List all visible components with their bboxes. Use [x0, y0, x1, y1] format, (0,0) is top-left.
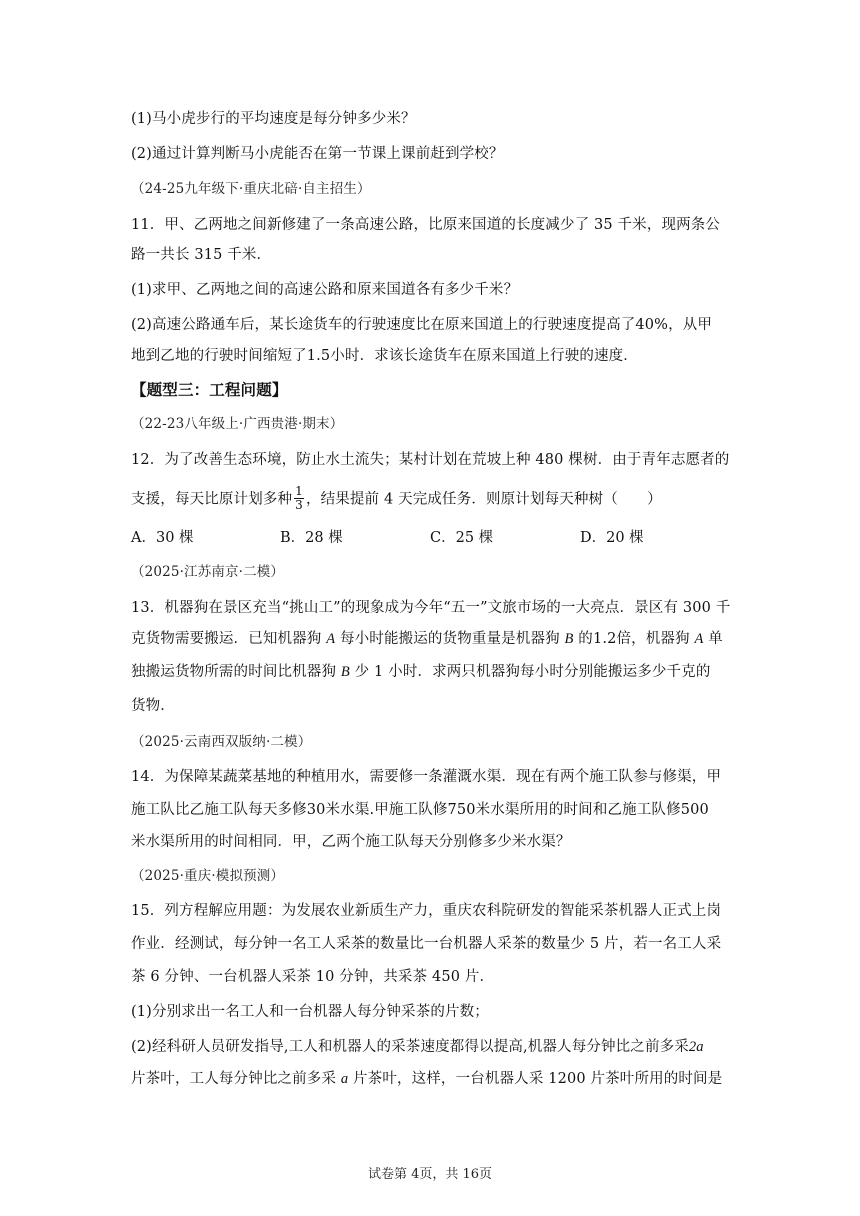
var-b: B	[564, 631, 574, 647]
q15-line3: 茶 6 分钟、一台机器人采茶 10 分钟，共采茶 450 片．	[131, 969, 495, 985]
q11-line1: 11．甲、乙两地之间新修建了一条高速公路，比原来国道的长度减少了 35 千米，现两条公	[131, 217, 721, 233]
q13-line4: 货物．	[131, 698, 175, 714]
q15-part2-seg1: (2)经科研人员研发指导,工人和机器人的采茶速度都得以提高,机器人每分钟比之前多采	[131, 1039, 689, 1055]
q13-line3-seg2: 少 1 小时．求两只机器狗每小时分别能搬运多少千克的	[349, 664, 711, 680]
q13-line2	[131, 629, 723, 649]
q15-part1: (1)分别求出一名工人和一台机器人每分钟采茶的片数；	[131, 1004, 489, 1020]
q12-source: （22-23八年级上·广西贵港·期末）	[131, 416, 344, 432]
q13-line2-seg4: 单	[703, 631, 723, 647]
q13-line1: 13．机器狗在景区充当“挑山工”的现象成为今年“五一”文旅市场的一大亮点．景区有 300 千	[131, 600, 731, 616]
q13-line2-seg2: 每小时能搬运的货物重量是机器狗	[335, 631, 565, 647]
q10-part1: (1)马小虎步行的平均速度是每分钟多少米？	[131, 111, 416, 127]
q13-line3-seg1: 独搬运货物所需的时间比机器狗	[131, 664, 341, 680]
q15-source: （2025·重庆·模拟预测）	[131, 868, 285, 884]
q14-line3: 米水渠所用的时间相同．甲，乙两个施工队每天分别修多少米水渠？	[131, 834, 571, 850]
q14-source: （2025·云南西双版纳·二模）	[131, 734, 312, 750]
q12-line1: 12．为了改善生态环境，防止水土流失；某村计划在荒坡上种 480 棵树．由于青年志愿者的	[131, 452, 730, 468]
section-heading: 【题型三：工程问题】	[131, 380, 288, 399]
q15-part2-line2	[131, 1069, 722, 1089]
var-b: B	[340, 664, 350, 680]
q11-source: （24-25九年级下·重庆北碚·自主招生）	[131, 181, 371, 197]
q15-line2: 作业．经测试，每分钟一名工人采茶的数量比一台机器人采茶的数量少 5 片，若一名工人采	[131, 936, 722, 952]
q13-line3	[131, 662, 710, 682]
q10-part2: (2)通过计算判断马小虎能否在第一节课上课前赶到学校？	[131, 146, 504, 162]
q14-line1: 14．为保障某蔬菜基地的种植用水，需要修一条灌溉水渠．现在有两个施工队参与修渠，甲	[131, 769, 722, 785]
q11-part2-line1: (2)高速公路通车后，某长途货车的行驶速度比在原来国道上的行驶速度提高了40%，从甲	[131, 317, 713, 333]
q13-source: （2025·江苏南京·二模）	[131, 564, 285, 580]
q13-line2-seg1: 克货物需要搬运．已知机器狗	[131, 631, 327, 647]
q13-line2-seg3: 的1.2倍，机器狗	[573, 631, 695, 647]
fraction-numerator: 1	[295, 484, 303, 498]
option-d: D．20 棵	[580, 530, 644, 546]
fraction-one-third	[294, 485, 304, 512]
q12-line2-pre: 支援，每天比原计划多种	[131, 491, 293, 508]
option-a: A．30 棵	[131, 530, 194, 546]
fraction-denominator: 3	[295, 498, 303, 512]
var-2a: 2a	[688, 1039, 704, 1055]
q15-line1: 15．列方程解应用题：为发展农业新质生产力，重庆农科院研发的智能采茶机器人正式上岗	[131, 903, 722, 919]
var-a: A	[694, 631, 704, 647]
q15-part2-seg3: 片茶叶，这样，一台机器人采 1200 片茶叶所用的时间是	[348, 1071, 723, 1087]
var-a-lower: a	[340, 1071, 349, 1087]
var-a: A	[326, 631, 336, 647]
page-footer: 试卷第 4页，共 16页	[367, 1167, 493, 1182]
q11-line2: 路一共长 315 千米．	[131, 247, 272, 263]
q15-part2-seg2: 片茶叶，工人每分钟比之前多采	[131, 1071, 341, 1087]
q15-part2-line1	[131, 1037, 704, 1057]
q11-part1: (1)求甲、乙两地之间的高速公路和原来国道各有多少千米？	[131, 282, 519, 298]
q14-line2: 施工队比乙施工队每天多修30米水渠.甲施工队修750米水渠所用的时间和乙施工队修500	[131, 802, 709, 818]
q11-part2-line2: 地到乙地的行驶时间缩短了1.5小时．求该长途货车在原来国道上行驶的速度．	[131, 348, 638, 364]
option-c: C．25 棵	[430, 530, 494, 546]
q12-line2	[131, 486, 662, 513]
option-b: B．28 棵	[280, 530, 343, 546]
q12-line2-post: ，结果提前 4 天完成任务．则原计划每天种树（ ）	[305, 491, 662, 508]
